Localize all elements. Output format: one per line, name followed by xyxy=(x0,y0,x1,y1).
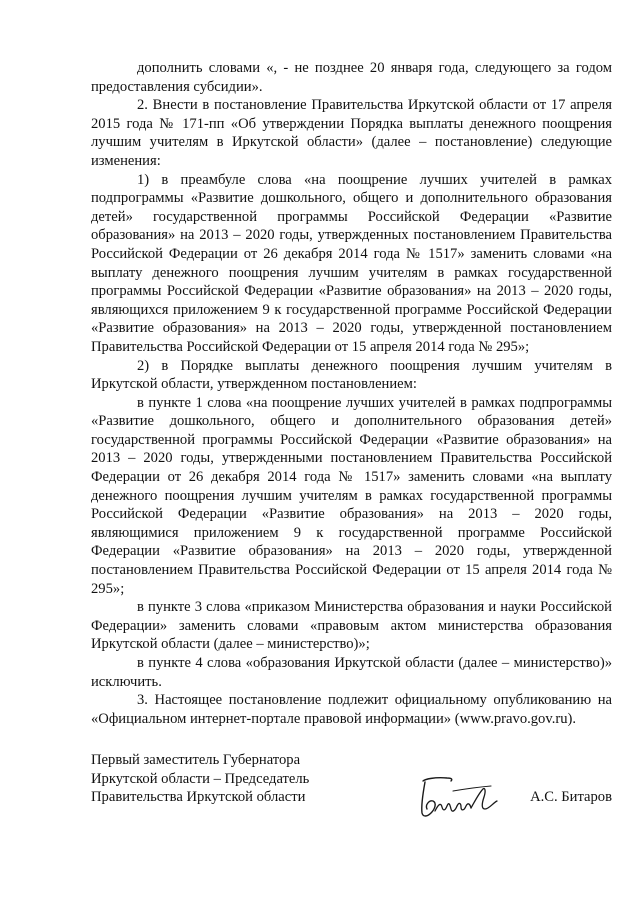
document-body xyxy=(91,59,612,728)
signature-block xyxy=(91,751,612,807)
paragraph-item-2: 2. Внести в постановление Правительства Иркутской области от 17 апреля 2015 года № 171-пп «Об утверждении Порядка выплаты денежного поощрения лучшим учителям в Иркутской области» (далее – постановление) следующие изменения: xyxy=(91,97,612,169)
paragraph-point-1: в пункте 1 слова «на поощрение лучших учителей в рамках подпрограммы «Развитие дошкольного, общего и дополнительного образования детей» государственной программы Российской Федерации «Развитие образования» на 2013 – 2020 годы, утвержденными постановлением Правительства Российской Федерации от 26 декабря 2014 года № 1517» заменить словами «на выплату денежного поощрения лучшим учителям в рамках государственной программы Российской Федерации «Развитие образования» на 2013 – 2020 годы, являющимися приложением 9 к государственной программе Российской Федерации «Развитие образования» на 2013 – 2020 годы, утвержденной постановлением Правительства Российской Федерации от 15 апреля 2014 года № 295»; xyxy=(91,394,612,597)
paragraph-item-3: 3. Настоящее постановление подлежит официальному опубликованию на «Официальном интернет-портале правовой информации» (www.pravo.gov.ru). xyxy=(91,692,612,727)
signatory-name: А.С. Битаров xyxy=(530,789,612,805)
signatory-title-line-3: Правительства Иркутской области xyxy=(91,789,306,806)
paragraph-subitem-2: 2) в Порядке выплаты денежного поощрения лучшим учителям в Иркутской области, утвержденном постановлением: xyxy=(91,357,612,393)
paragraph-continuation: дополнить словами «, - не позднее 20 января года, следующего за годом предоставления субсидии». xyxy=(91,60,612,95)
paragraph-point-3: в пункте 3 слова «приказом Министерства образования и науки Российской Федерации» заменить словами «правовым актом министерства образования Иркутской области (далее – министерство)»; xyxy=(91,599,612,653)
paragraph-point-4: в пункте 4 слова «образования Иркутской области (далее – министерство)» исключить. xyxy=(91,655,612,690)
handwritten-signature-icon xyxy=(413,773,513,821)
signatory-title-line-2: Иркутской области – Председатель xyxy=(91,770,310,787)
paragraph-subitem-1: 1) в преамбуле слова «на поощрение лучших учителей в рамках подпрограммы «Развитие дошкольного, общего и дополнительного образования детей» государственной программы Российской Федерации «Развитие образования» на 2013 – 2020 годы, утвержденных постановлением Правительства Российской Федерации от 26 декабря 2014 года № 1517» заменить словами «на выплату денежного поощрения лучшим учителям в рамках государственной программы Российской Федерации «Развитие образования» на 2013 – 2020 годы, являющихся приложением 9 к государственной программе Российской Федерации «Развитие образования» на 2013 – 2020 годы, утвержденной постановлением Правительства Российской Федерации от 15 апреля 2014 года № 295»; xyxy=(91,171,612,355)
signatory-title-line-1: Первый заместитель Губернатора xyxy=(91,752,301,768)
